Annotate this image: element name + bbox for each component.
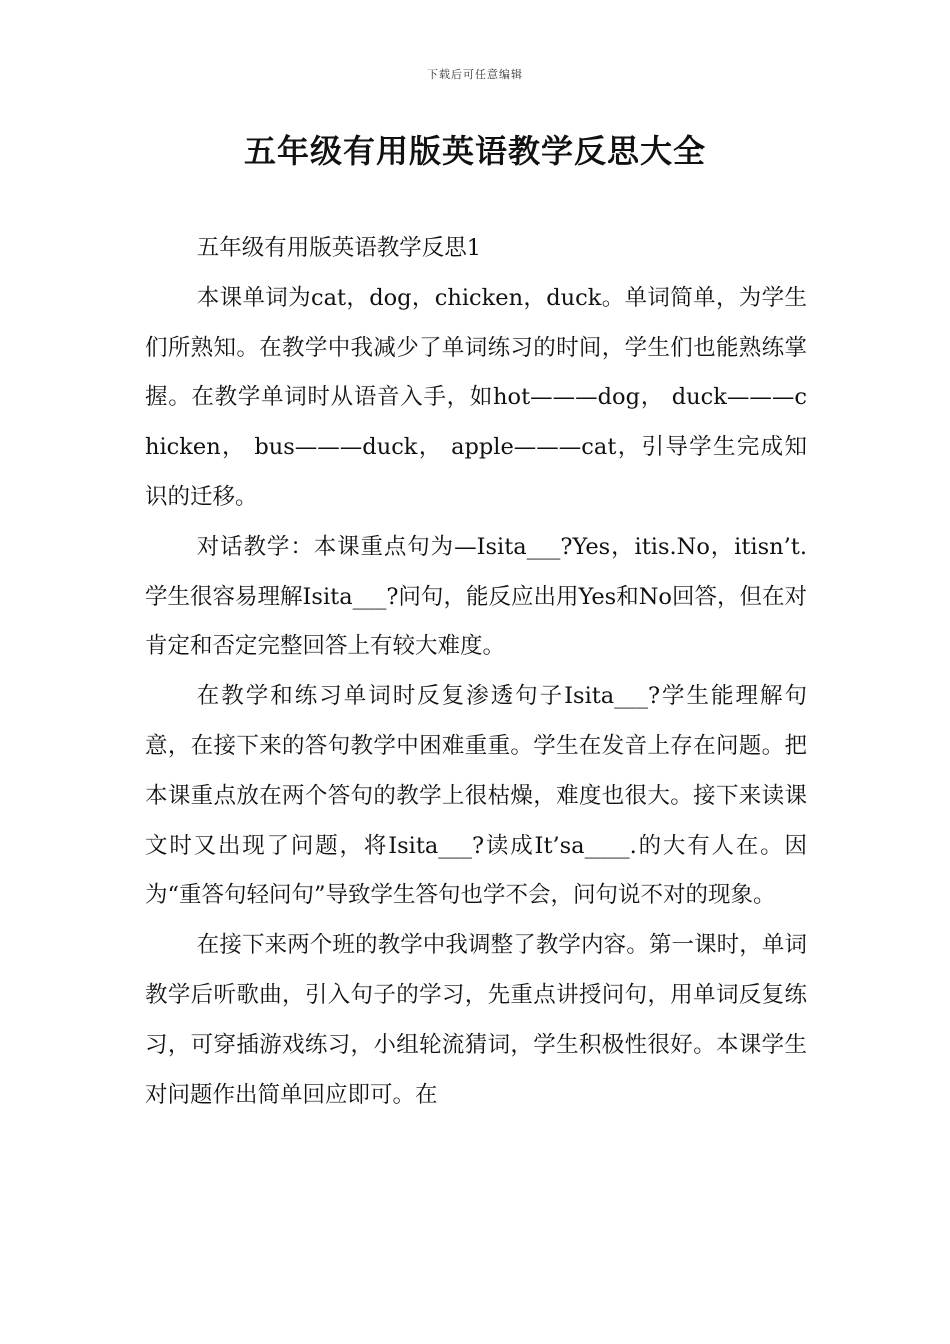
paragraph-2: 对话教学：本课重点句为—Isita___?Yes，itis.No，itisn’t.学生很容易理解Isita___?问句，能反应出用Yes和No回答，但在对肯定和否定完整回答上有较大难度。 — [145, 533, 807, 660]
document-title: 五年级有用版英语教学反思大全 — [243, 132, 706, 170]
document-body — [145, 224, 807, 1120]
paragraph-4: 在接下来两个班的教学中我调整了教学内容。第一课时，单词教学后听歌曲，引入句子的学习，先重点讲授问句，用单词反复练习，可穿插游戏练习，小组轮流猜词，学生积极性很好。本课学生对问题作出简单回应即可。在 — [145, 932, 807, 1108]
paragraph-3: 在教学和练习单词时反复渗透句子Isita___?学生能理解句意，在接下来的答句教学中困难重重。学生在发音上存在问题。把本课重点放在两个答句的教学上很枯燥，难度也很大。接下来读课文时又出现了问题，将Isita___?读成It’sa____.的大有人在。因为“重答句轻问句”导致学生答句也学不会，问句说不对的现象。 — [145, 683, 807, 909]
document-subtitle: 五年级有用版英语教学反思1 — [196, 235, 482, 261]
paragraph-1: 本课单词为cat，dog，chicken，duck。单词简单，为学生们所熟知。在教学中我减少了单词练习的时间，学生们也能熟练掌握。在教学单词时从语音入手，如hot———dog， duck———chicken， bus———duck， apple———cat，引导学生完成知识的迁移。 — [145, 284, 807, 510]
header-note: 下载后可任意编辑 — [427, 68, 523, 81]
